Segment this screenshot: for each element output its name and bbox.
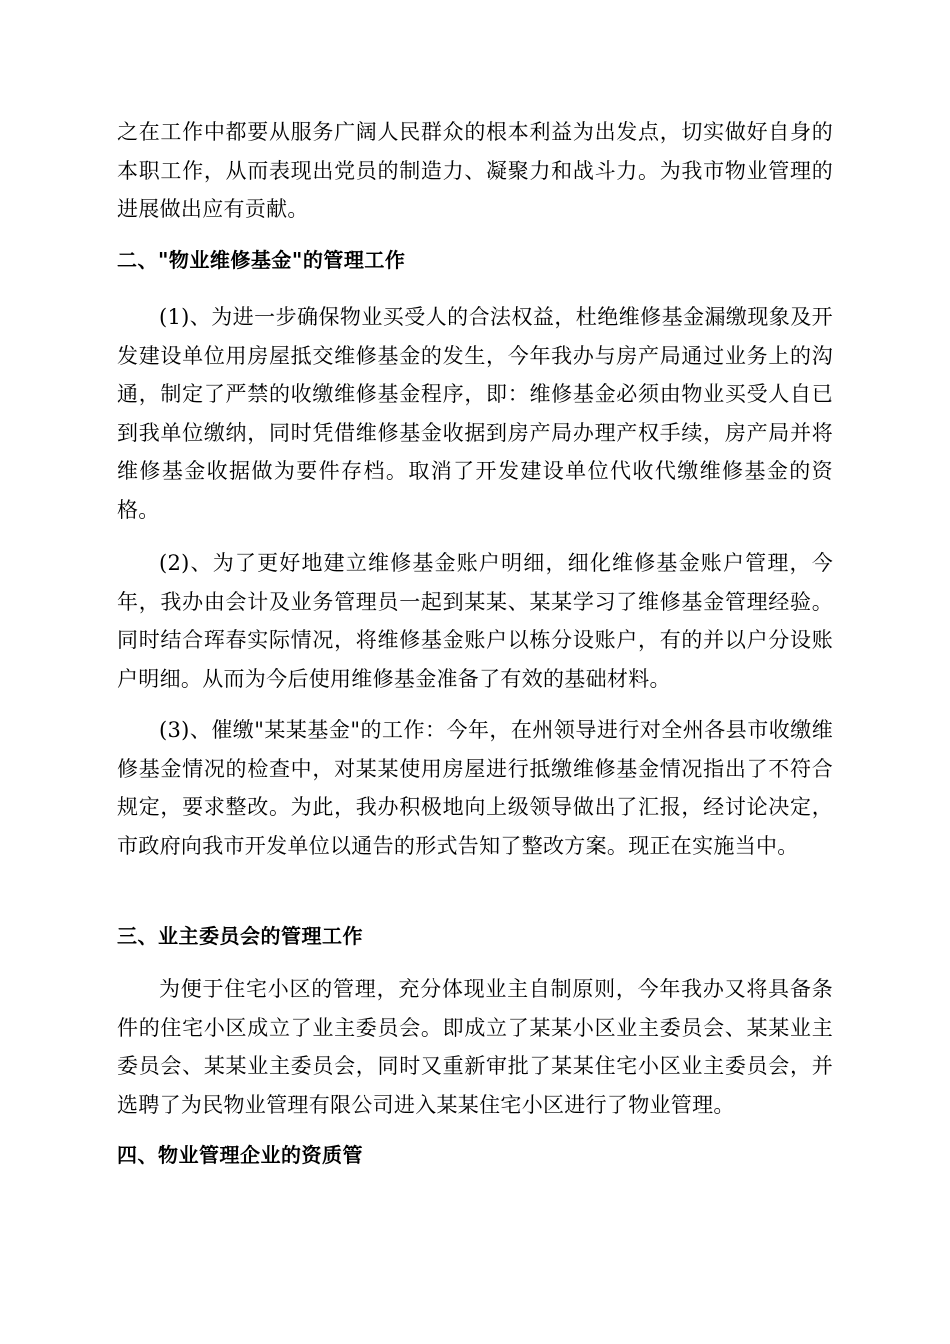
section-heading-4: 四、物业管理企业的资质管 [117,1143,363,1167]
section-heading-2: 二、"物业维修基金"的管理工作 [117,248,406,272]
paragraph-maintenance-fund-2: (2)、为了更好地建立维修基金账户明细，细化维修基金账户管理，今年，我办由会计及业务管理员一起到某某、某某学习了维修基金管理经验。同时结合珲春实际情况，将维修基金账户以栋分设账户，有的并以户分设账户明细。从而为今后使用维修基金准备了有效的基础材料。 [117,551,833,691]
paragraph-intro: 之在工作中都要从服务广阔人民群众的根本利益为出发点，切实做好自身的本职工作，从而表现出党员的制造力、凝聚力和战斗力。为我市物业管理的进展做出应有贡献。 [117,120,833,222]
paragraph-maintenance-fund-1: (1)、为进一步确保物业买受人的合法权益，杜绝维修基金漏缴现象及开发建设单位用房屋抵交维修基金的发生，今年我办与房产局通过业务上的沟通，制定了严禁的收缴维修基金程序，即：维修基金必须由物业买受人自已到我单位缴纳，同时凭借维修基金收据到房产局办理产权手续，房产局并将维修基金收据做为要件存档。取消了开发建设单位代收代缴维修基金的资格。 [117,305,833,522]
section-heading-3: 三、业主委员会的管理工作 [117,924,363,948]
paragraph-maintenance-fund-3: (3)、催缴"某某基金"的工作：今年，在州领导进行对全州各县市收缴维修基金情况的检查中，对某某使用房屋进行抵缴维修基金情况指出了不符合规定，要求整改。为此，我办积极地向上级领导做出了汇报，经讨论决定，市政府向我市开发单位以通告的形式告知了整改方案。现正在实施当中。 [117,718,833,858]
paragraph-owners-committee: 为便于住宅小区的管理，充分体现业主自制原则，今年我办又将具备条件的住宅小区成立了业主委员会。即成立了某某小区业主委员会、某某业主委员会、某某业主委员会，同时又重新审批了某某住宅小区业主委员会，并选聘了为民物业管理有限公司进入某某住宅小区进行了物业管理。 [117,977,833,1117]
